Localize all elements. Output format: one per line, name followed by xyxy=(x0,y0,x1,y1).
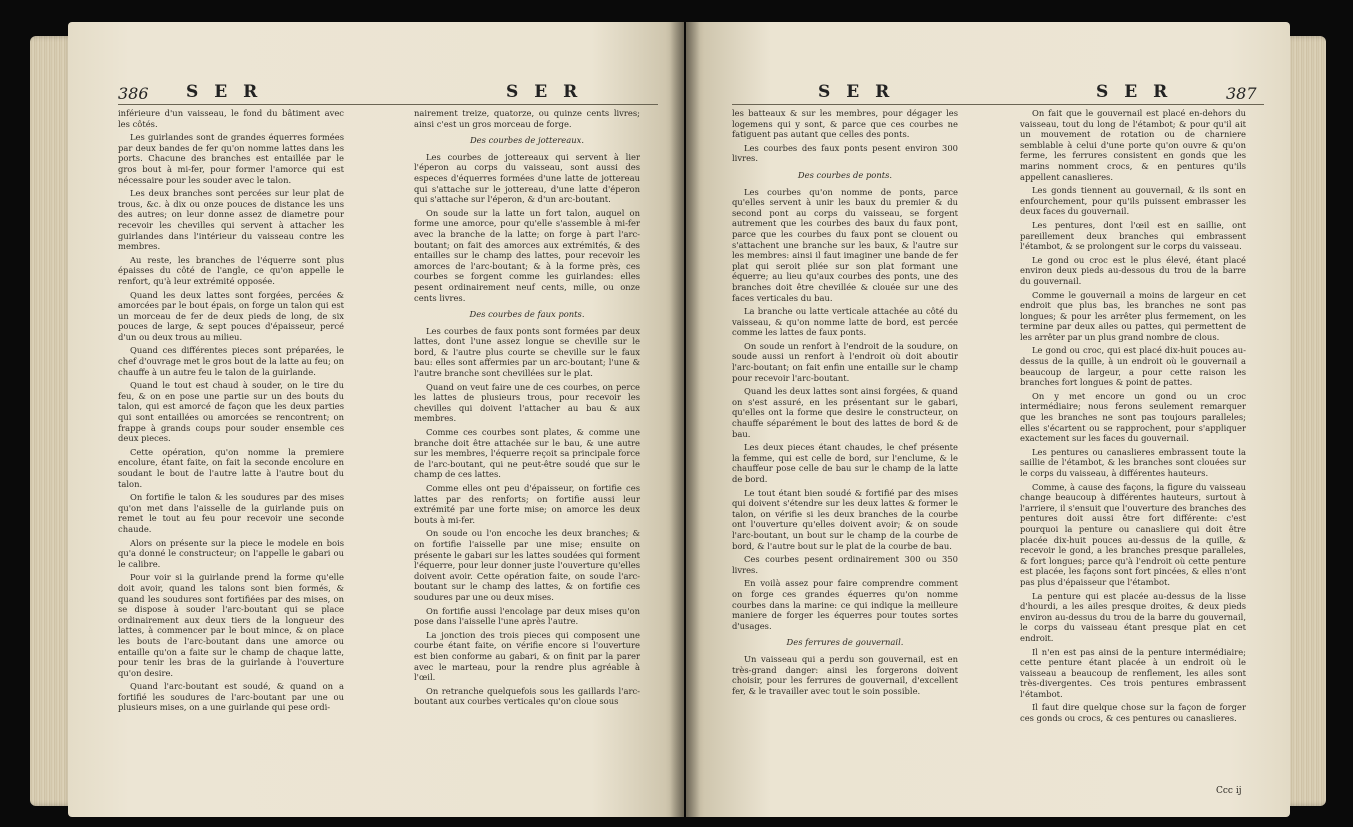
page-number: 387 xyxy=(1226,84,1257,103)
page-number: 386 xyxy=(118,84,149,103)
paragraph: Les courbes de faux ponts sont formées par deux lattes, dont l'une assez longue se cheville sur le bord, & l'autre plus courte se cheville sur le faux bau: elles sont affermies par un arc-boutant; l'une & l'autre branche sont chevillées sur le plat. xyxy=(414,325,640,379)
paragraph: Les deux branches sont percées sur leur plat de trous, &c. à dix ou onze pouces de distance les uns des autres; on leur donne assez de diametre pour recevoir les chevilles qui servent à attacher les guirlandes dans l'intérieur du vaisseau contre les membres. xyxy=(118,188,344,252)
paragraph: Un vaisseau qui a perdu son gouvernail, est en très-grand danger: ainsi les forgerons doivent choisir, pour les ferrures de gouvernail, d'excellent fer, & le travailler avec tout le soin possible. xyxy=(732,653,958,696)
paragraph: Comme elles ont peu d'épaisseur, on fortifie ces lattes par des renforts; on fortifie aussi leur extrémité par une forte mise; on amorce les deux bouts à mi-fer. xyxy=(414,483,640,525)
paragraph: Les courbes des faux ponts pesent environ 300 livres. xyxy=(732,142,958,164)
paragraph: Les pentures, dont l'œil est en saillie, ont pareillement deux branches qui embrassent l'étambot, & se prolongent sur le corps du vaisseau. xyxy=(1020,219,1246,252)
paragraph: Le tout étant bien soudé & fortifié par des mises qui doivent s'étendre sur les deux lattes & former le talon, on vérifie si les deux branches de la courbe ont l'ouverture qu'elles doivent avoir; & on soude l'arc-boutant, un bout sur le champ de la courbe de bord, & l'autre bout sur le plat de la courbe de bau. xyxy=(732,487,958,551)
paragraph: On fait que le gouvernail est placé en-dehors du vaisseau, tout du long de l'étambot; & pour qu'il ait un mouvement de rotation ou de charniere semblable à celui d'une porte qu'on ouvre & qu'on ferme, les ferrures consistent en gonds que les marins nomment crocs, & en pentures qu'ils appellent canaslieres. xyxy=(1020,108,1246,182)
paragraph: Quand ces différentes pieces sont préparées, le chef d'ouvrage met le gros bout de la latte au feu; on chauffe à un autre feu le talon de la guirlande. xyxy=(118,345,344,377)
header-rule xyxy=(732,104,1264,105)
paragraph: Comme le gouvernail a moins de largeur en cet endroit que plus bas, les branches ne sont pas longues; & pour les arrêter plus fermement, on les termine par deux ailes ou pattes, qui permettent de les arrêter par un plus grand nombre de clous. xyxy=(1020,289,1246,342)
paragraph: Les guirlandes sont de grandes équerres formées par deux bandes de fer qu'on nomme lattes dans les ports. Chacune des branches est entaillée par le gros bout à mi-fer, pour former l'amorce qui est nécessaire pour les souder avec le talon. xyxy=(118,132,344,185)
paragraph: Pour voir si la guirlande prend la forme qu'elle doit avoir, quand les talons sont bien formés, & quand les soudures sont fortifiées par des mises, on se dispose à souder l'arc-boutant qui se place ordinairement aux deux tiers de la longueur des lattes, à commencer par le bout mince, & on place les bouts de l'arc-boutant dans une amorce ou entaille qu'on a faite sur le champ de chaque latte, pour tenir les bras de la guirlande à l'ouverture qu'on desire. xyxy=(118,572,344,678)
paragraph: On fortifie le talon & les soudures par des mises qu'on met dans l'aisselle de la guirlande puis on remet le tout au feu pour recevoir une seconde chaude. xyxy=(118,492,344,534)
paragraph: On soude ou l'on encoche les deux branches; & on fortifie l'aisselle par une mise; ensuite on présente le gabari sur les lattes soudées qui forment l'équerre, pour leur donner juste l'ouverture qu'elles doivent avoir. Cette opération faite, on soude l'arc-boutant sur le champ des lattes, & on fortifie ces soudures par une ou deux mises. xyxy=(414,528,640,602)
paragraph: Les gonds tiennent au gouvernail, & ils sont en enfourchement, pour qu'ils puissent embrasser les deux faces du gouvernail. xyxy=(1020,185,1246,217)
paragraph: En voilà assez pour faire comprendre comment on forge ces grandes équerres qu'on nomme courbes dans la marine: ce qui indique la meilleure maniere de forger les équerres pour toutes sortes d'usages. xyxy=(732,578,958,631)
paragraph: On fortifie aussi l'encolage par deux mises qu'on pose dans l'aisselle l'une après l'autre. xyxy=(414,605,640,627)
section-heading: Des courbes de ponts. xyxy=(797,169,893,180)
running-head: S E R xyxy=(506,82,583,102)
paragraph: les batteaux & sur les membres, pour dégager les logemens qui y sont, & parce que ces courbes ne fatiguent pas autant que celles des ponts. xyxy=(732,108,958,140)
paragraph: nairement treize, quatorze, ou quinze cents livres; ainsi c'est un gros morceau de forge. xyxy=(414,108,640,129)
paragraph: Comme, à cause des façons, la figure du vaisseau change beaucoup à différentes hauteurs, surtout à l'arriere, il s'ensuit que l'ouverture des branches des pentures doit aussi être fort différente: c'est pourquoi la penture ou canasliere qui doit être placée dix-huit pouces au-dessus de la quille, & recevoir le gond, a les branches presque paralleles, & fort longues; parce qu'à l'endroit où cette penture est placée, les façons sont fort pincées, & elles n'ont pas plus d'épaisseur que l'étambot. xyxy=(1020,481,1246,587)
paragraph: On retranche quelquefois sous les gaillards l'arc-boutant aux courbes verticales qu'on cloue sous xyxy=(414,685,640,707)
right-page xyxy=(686,22,1290,817)
running-head: S E R xyxy=(186,82,263,102)
section-heading: Des courbes de faux ponts. xyxy=(469,309,585,320)
paragraph: On soude un renfort à l'endroit de la soudure, on soude aussi un renfort à l'endroit où doit aboutir l'arc-boutant; on fait enfin une entaille sur le champ pour recevoir l'arc-boutant. xyxy=(732,340,958,383)
paragraph: La branche ou latte verticale attachée au côté du vaisseau, & qu'on nomme latte de bord, est percée comme les lattes de faux ponts. xyxy=(732,306,958,338)
paragraph: Quand les deux lattes sont forgées, percées & amorcées par le bout épais, on forge un talon qui est un morceau de fer de deux pieds de long, de six pouces de large, & sept pouces d'épaisseur, percé d'un ou deux trous au milieu. xyxy=(118,289,344,342)
text-column xyxy=(118,108,344,716)
header-rule xyxy=(118,104,658,105)
paragraph: Les courbes qu'on nomme de ponts, parce qu'elles servent à unir les baux du premier & du second pont au corps du vaisseau, se forgent autrement que les courbes des baux du faux pont, parce que les courbes du faux pont se clouent ou s'attachent une branche sur les baux, & l'autre sur les membres: ainsi il faut imaginer une bande de fer plat qui seroit pliée sur son plat formant une équerre; au lieu qu'aux courbes des ponts, une des branches doit être chevillée & clouée sur une des faces verticales du bau. xyxy=(732,186,958,303)
section-heading: Des ferrures de gouvernail. xyxy=(786,637,904,648)
text-column xyxy=(414,108,640,710)
paragraph: Alors on présente sur la piece le modele en bois qu'a donné le constructeur; on l'appelle le gabari ou le calibre. xyxy=(118,537,344,569)
paragraph: Quand le tout est chaud à souder, on le tire du feu, & on en pose une partie sur un des bouts du talon, qui est amorcé de façon que les deux parties qui sont entaillées ou amorcées se rencontrent; on frappe à grands coups pour souder ensemble ces deux pieces. xyxy=(118,380,344,444)
running-head: S E R xyxy=(818,82,895,102)
catchword: Ccc ij xyxy=(1216,786,1242,796)
left-page xyxy=(68,22,684,817)
paragraph: inférieure d'un vaisseau, le fond du bâtiment avec les côtés. xyxy=(118,108,344,129)
text-column xyxy=(732,108,958,699)
paragraph: Quand on veut faire une de ces courbes, on perce les lattes de plusieurs trous, pour recevoir les chevilles qui doivent l'attacher au bau & aux membres. xyxy=(414,381,640,424)
paragraph: La jonction des trois pieces qui composent une courbe étant faite, on vérifie encore si l'ouverture est bien conforme au gabari, & on finit par la parer avec le marteau, pour la rendre plus agréable à l'œil. xyxy=(414,629,640,683)
running-head: S E R xyxy=(1096,82,1173,102)
open-book xyxy=(30,6,1326,821)
paragraph: Le gond ou croc, qui est placé dix-huit pouces au-dessus de la quille, à un endroit où le gouvernail a beaucoup de largeur, a pour cette raison les branches fort longues & point de pattes. xyxy=(1020,345,1246,388)
text-column xyxy=(1020,108,1246,727)
paragraph: Les deux pieces étant chaudes, le chef présente la femme, qui est celle de bord, sur l'enclume, & le chauffeur pose celle de bau sur le champ de la latte de bord. xyxy=(732,442,958,484)
paragraph: On y met encore un gond ou un croc intermédiaire; nous ferons seulement remarquer que les branches ne sont pas toujours paralleles; elles s'écartent ou se rapprochent, pour s'appliquer exactement sur les faces du gouvernail. xyxy=(1020,390,1246,444)
paragraph: Ces courbes pesent ordinairement 300 ou 350 livres. xyxy=(732,554,958,575)
paragraph: Les pentures ou canaslieres embrassent toute la saillie de l'étambot, & les branches sont clouées sur le corps du vaisseau, à différentes hauteurs. xyxy=(1020,446,1246,478)
section-heading: Des courbes de jottereaux. xyxy=(469,135,585,146)
gutter-shadow xyxy=(670,22,700,817)
paragraph: Les courbes de jottereaux qui servent à lier l'éperon au corps du vaisseau, sont aussi des especes d'équerres formées d'une latte de jottereau qui s'attache sur le jottereau, d'une latte d'éperon qui s'attache sur l'éperon, & d'un arc-boutant. xyxy=(414,151,640,205)
paragraph: Au reste, les branches de l'équerre sont plus épaisses du côté de l'angle, ce qu'on appelle le renfort, qu'à leur extrémité opposée. xyxy=(118,254,344,286)
paragraph: La penture qui est placée au-dessus de la lisse d'hourdi, a les ailes presque droites, & deux pieds environ au-dessus du trou de la barre du gouvernail, le corps du vaisseau étant presque plat en cet endroit. xyxy=(1020,590,1246,643)
paragraph: Quand les deux lattes sont ainsi forgées, & quand on s'est assuré, en les présentant sur le gabari, qu'elles ont la forme que desire le constructeur, on chauffe séparément le bout des lattes de bord & de bau. xyxy=(732,386,958,439)
paragraph: Cette opération, qu'on nomme la premiere encolure, étant faite, on fait la seconde encolure en soudant le bout de l'autre latte à l'autre bout du talon. xyxy=(118,446,344,489)
paragraph: Le gond ou croc est le plus élevé, étant placé environ deux pieds au-dessous du trou de la barre du gouvernail. xyxy=(1020,254,1246,286)
paragraph: Comme ces courbes sont plates, & comme une branche doit être attachée sur le bau, & une autre sur les membres, l'équerre reçoit sa principale force de l'arc-boutant, qui ne peut-être soudé que sur le champ de ces lattes. xyxy=(414,427,640,480)
paragraph: On soude sur la latte un fort talon, auquel on forme une amorce, pour qu'elle s'assemble à mi-fer avec la branche de la latte; on forge à part l'arc-boutant; on fait des amorces aux extrémités, & des entailles sur le champ des lattes, pour recevoir les amorces de l'arc-boutant; & à la forme près, ces courbes se forgent comme les guirlandes: elles pesent ordinairement neuf cents, mille, ou onze cents livres. xyxy=(414,207,640,303)
paragraph: Quand l'arc-boutant est soudé, & quand on a fortifié les soudures de l'arc-boutant par une ou plusieurs mises, on a une guirlande qui pese ordi- xyxy=(118,681,344,713)
paragraph: Il n'en est pas ainsi de la penture intermédiaire; cette penture étant placée à un endroit où le vaisseau a beaucoup de renflement, les ailes sont très-divergentes. Ces trois pentures embrassent l'étambot. xyxy=(1020,646,1246,699)
paragraph: Il faut dire quelque chose sur la façon de forger ces gonds ou crocs, & ces pentures ou canaslieres. xyxy=(1020,702,1246,724)
